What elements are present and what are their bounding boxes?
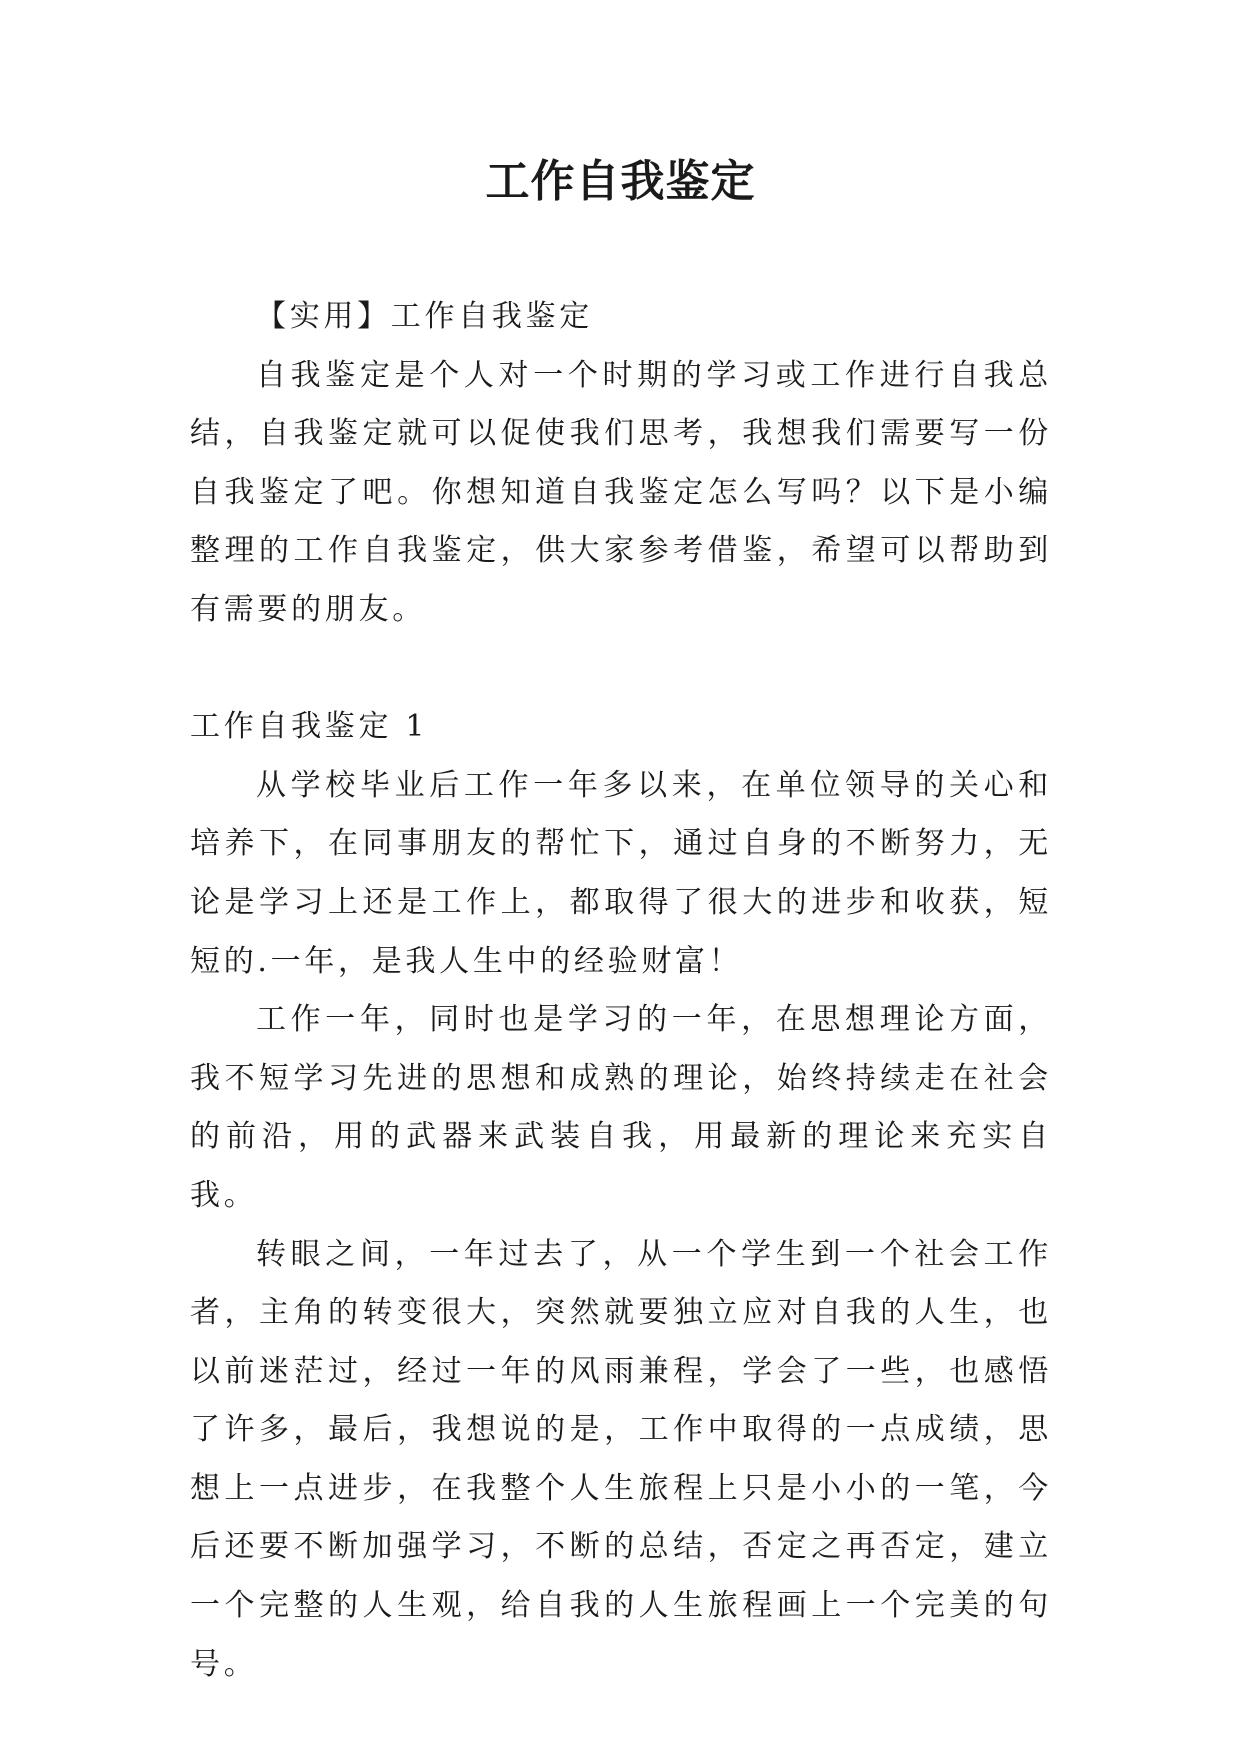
document-body [190, 288, 1052, 1694]
body-paragraph: 工作一年，同时也是学习的一年，在思想理论方面，我不短学习先进的思想和成熟的理论，始终持续走在社会的前沿，用的武器来武装自我，用最新的理论来充实自我。 [190, 1002, 1052, 1213]
section-heading: 工作自我鉴定 1 [190, 709, 429, 745]
document-title: 工作自我鉴定 [485, 156, 756, 207]
intro-paragraph: 自我鉴定是个人对一个时期的学习或工作进行自我总结，自我鉴定就可以促使我们思考，我想我们需要写一份自我鉴定了吧。你想知道自我鉴定怎么写吗？以下是小编整理的工作自我鉴定，供大家参考借鉴，希望可以帮助到有需要的朋友。 [190, 357, 1052, 627]
body-paragraph: 转眼之间，一年过去了，从一个学生到一个社会工作者，主角的转变很大，突然就要独立应对自我的人生，也以前迷茫过，经过一年的风雨兼程，学会了一些，也感悟了许多，最后，我想说的是，工作中取得的一点成绩，思想上一点进步，在我整个人生旅程上只是小小的一笔，今后还要不断加强学习，不断的总结，否定之再否定，建立一个完整的人生观，给自我的人生旅程画上一个完美的句号。 [190, 1236, 1052, 1682]
intro-heading: 【实用】工作自我鉴定 [256, 299, 593, 334]
section-spacer [190, 640, 1052, 699]
body-paragraph: 从学校毕业后工作一年多以来，在单位领导的关心和培养下，在同事朋友的帮忙下，通过自身的不断努力，无论是学习上还是工作上，都取得了很大的进步和收获，短短的.一年，是我人生中的经验财富！ [190, 767, 1052, 979]
